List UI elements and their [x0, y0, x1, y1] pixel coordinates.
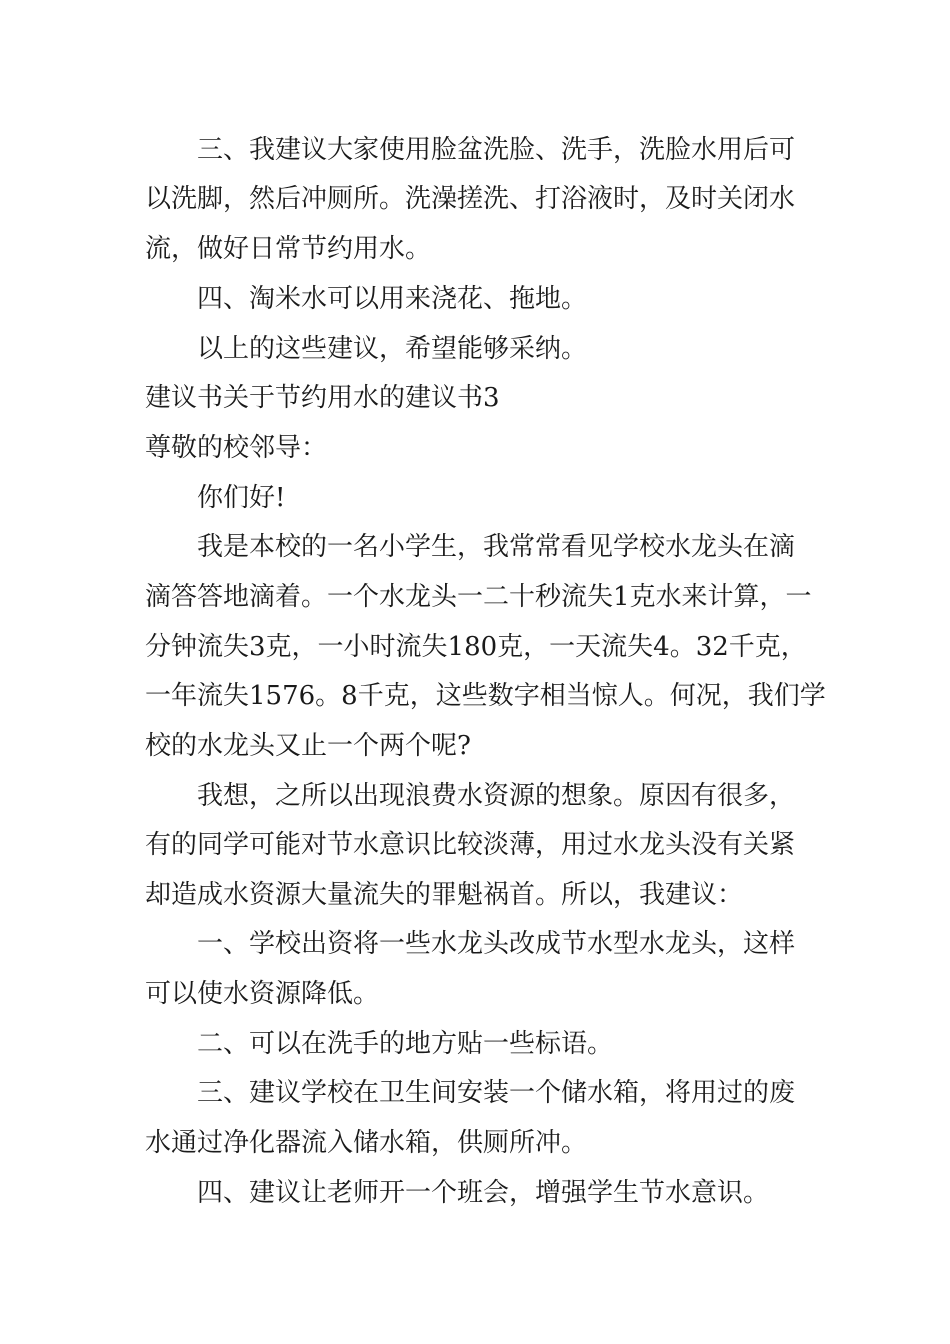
- paragraph-line: 滴答答地滴着。一个水龙头一二十秒流失1克水来计算，一: [145, 582, 812, 612]
- paragraph-line: 三、我建议大家使用脸盆洗脸、洗手，洗脸水用后可: [197, 135, 796, 165]
- paragraph-line: 一年流失1576。8千克，这些数字相当惊人。何况，我们学: [145, 681, 826, 711]
- paragraph-line: 一、学校出资将一些水龙头改成节水型水龙头，这样: [197, 929, 796, 959]
- greeting: 你们好!: [197, 483, 286, 513]
- paragraph-line: 四、建议让老师开一个班会，增强学生节水意识。: [197, 1178, 770, 1208]
- paragraph-line: 我是本校的一名小学生，我常常看见学校水龙头在滴: [197, 532, 796, 562]
- section-heading: 建议书关于节约用水的建议书3: [145, 383, 500, 413]
- paragraph-line: 水通过净化器流入储水箱，供厕所冲。: [145, 1128, 588, 1158]
- paragraph-line: 二、可以在洗手的地方贴一些标语。: [197, 1029, 614, 1059]
- paragraph-line: 四、淘米水可以用来浇花、拖地。: [197, 284, 588, 314]
- paragraph-line: 流，做好日常节约用水。: [145, 234, 432, 264]
- paragraph-line: 以洗脚，然后冲厕所。洗澡搓洗、打浴液时，及时关闭水: [145, 184, 796, 214]
- paragraph-line: 以上的这些建议，希望能够采纳。: [197, 334, 588, 364]
- paragraph-line: 校的水龙头又止一个两个呢?: [145, 731, 471, 761]
- paragraph-line: 却造成水资源大量流失的罪魁祸首。所以，我建议：: [145, 880, 744, 910]
- salutation: 尊敬的校邻导：: [145, 433, 328, 463]
- paragraph-line: 有的同学可能对节水意识比较淡薄，用过水龙头没有关紧: [145, 830, 796, 860]
- paragraph-line: 可以使水资源降低。: [145, 979, 380, 1009]
- paragraph-line: 我想，之所以出现浪费水资源的想象。原因有很多，: [197, 781, 796, 811]
- paragraph-line: 分钟流失3克，一小时流失180克，一天流失4。32千克，: [145, 632, 807, 662]
- paragraph-line: 三、建议学校在卫生间安装一个储水箱，将用过的废: [197, 1078, 796, 1108]
